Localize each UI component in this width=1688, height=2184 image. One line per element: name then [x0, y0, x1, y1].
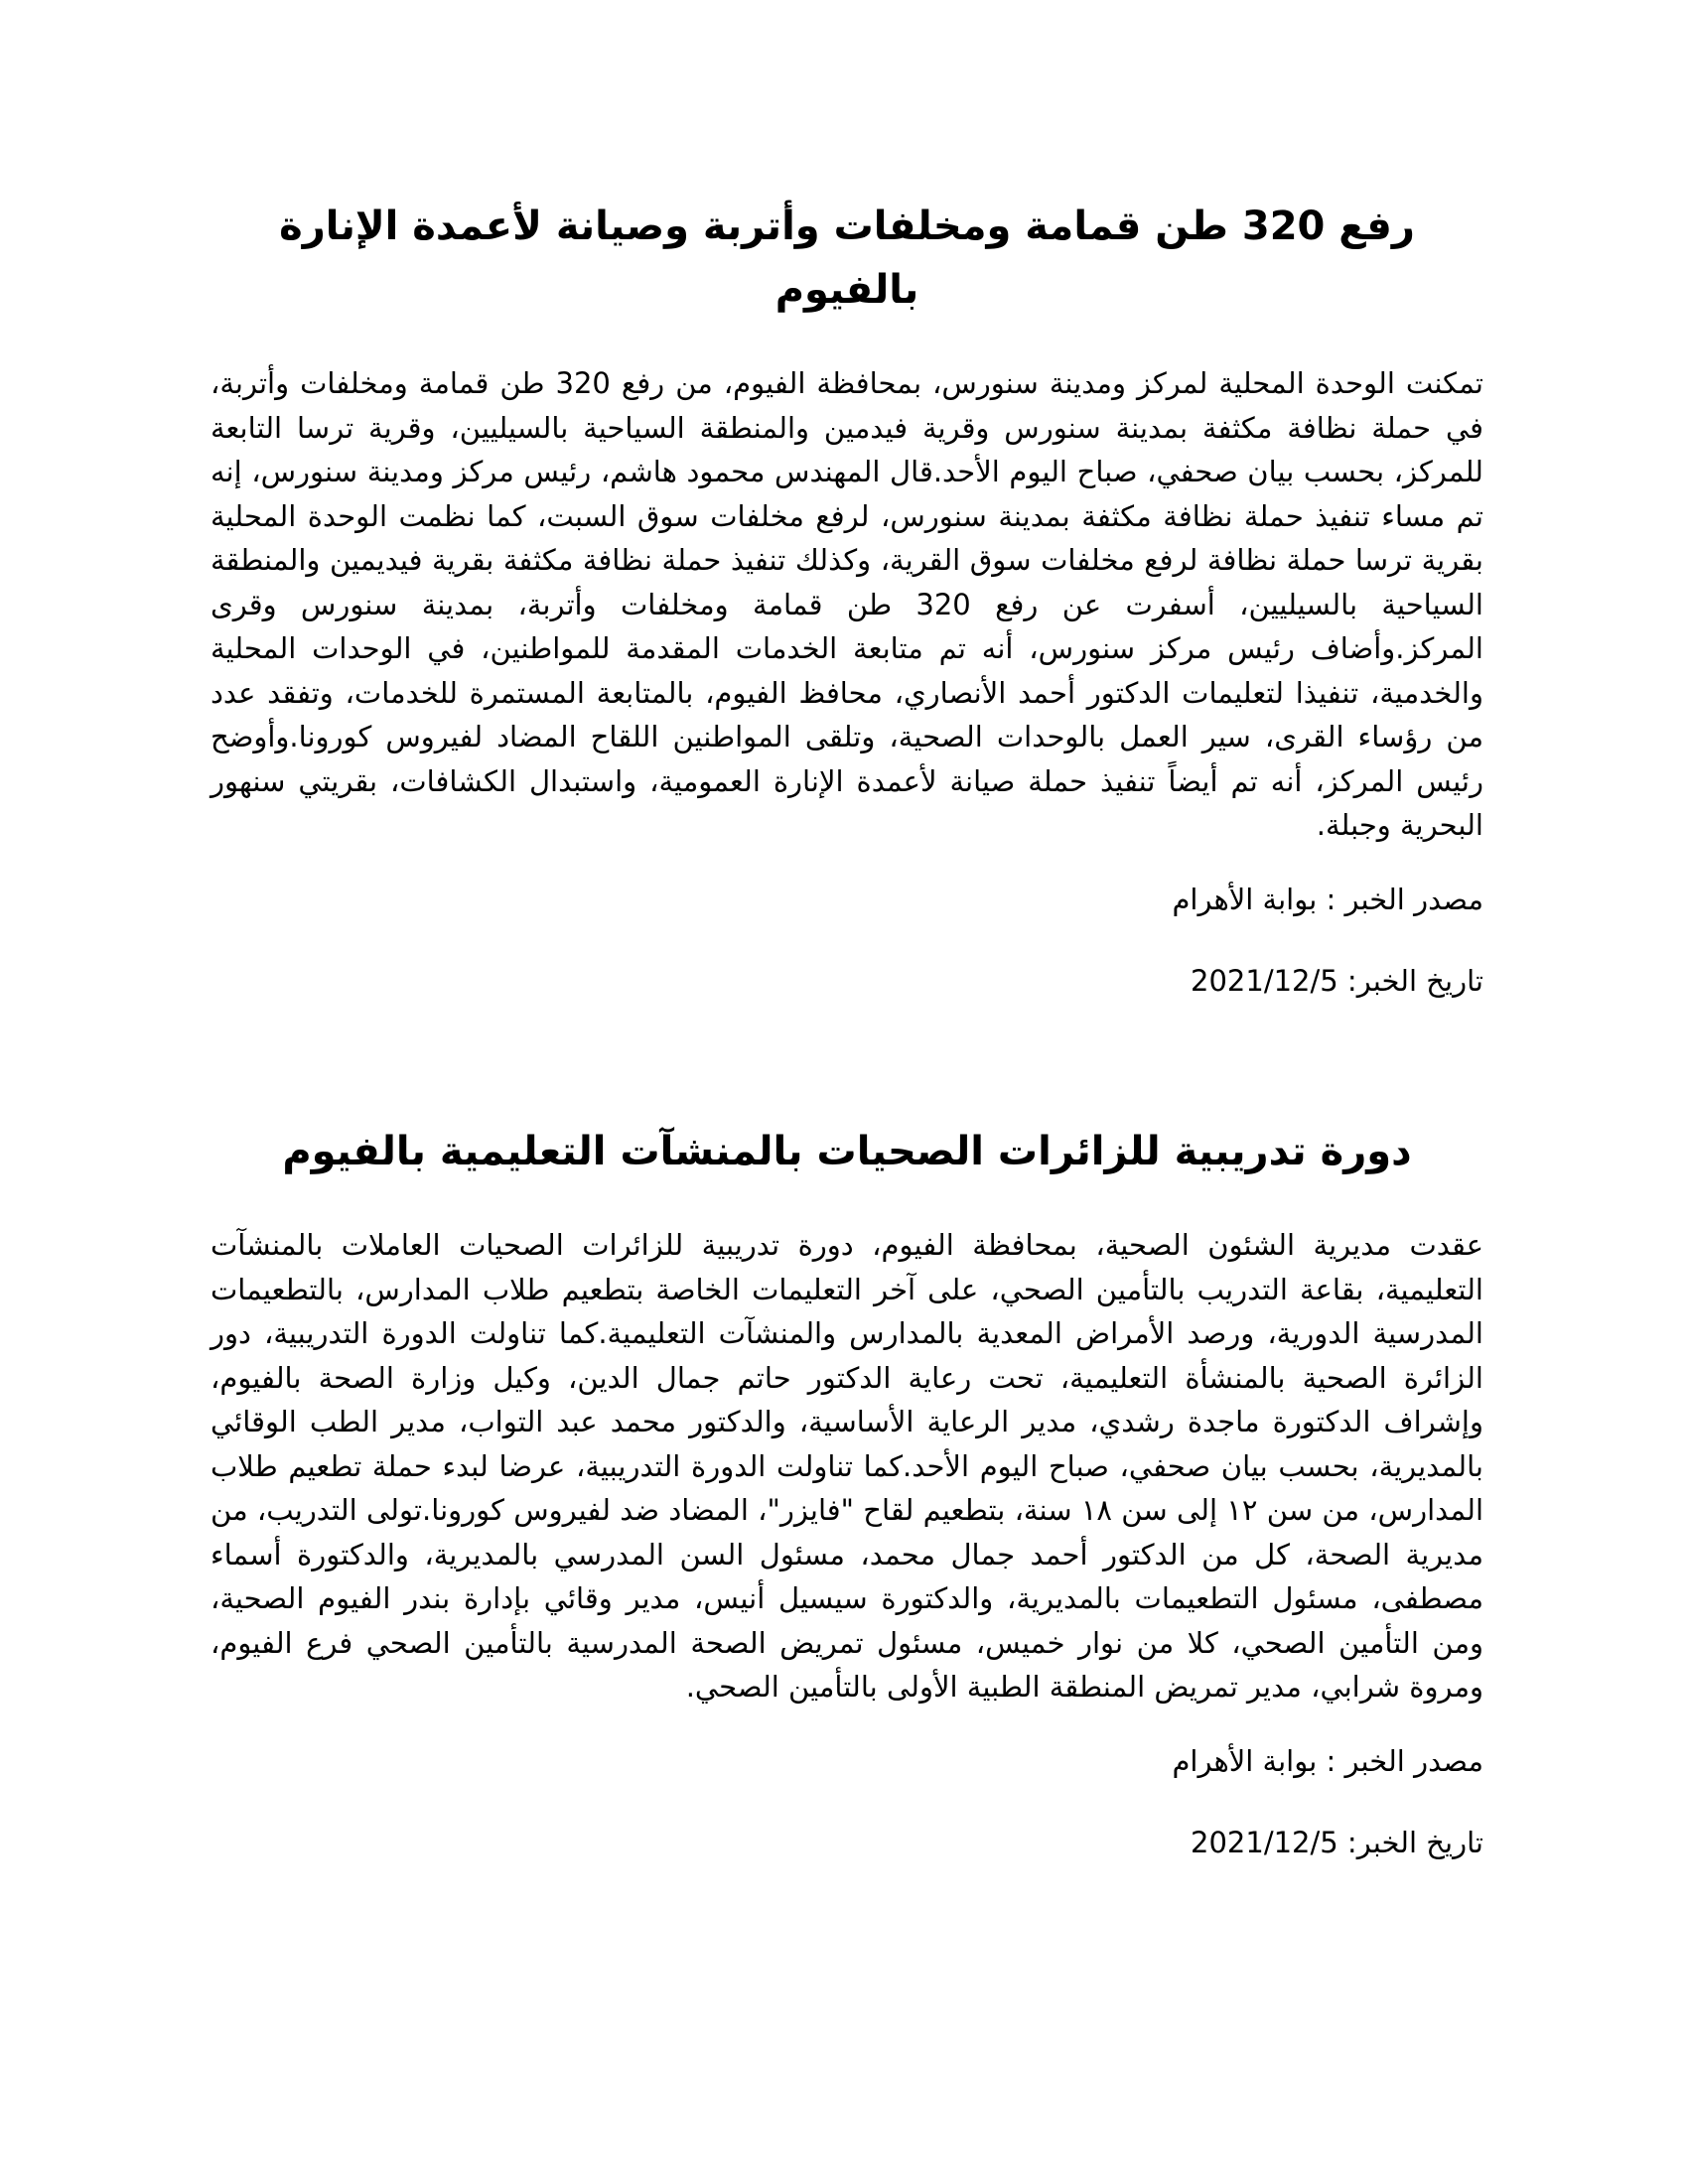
article-source: مصدر الخبر : بوابة الأهرام: [1172, 882, 1483, 916]
article-date: تاريخ الخبر: 2021/12/5: [1191, 1825, 1483, 1859]
article-body: تمكنت الوحدة المحلية لمركز ومدينة سنورس، بمحافظة الفيوم، من رفع 320 طن قمامة ومخلفات وأتربة، في حملة نظافة مكثفة بمدينة سنورس وقرية فيدمين والمنطقة السياحية بالسيليين، وقرية ترسا التابعة للمركز، بحسب بيان صحفي، صباح اليوم الأحد.قال المهندس محمود هاشم، رئيس مركز ومدينة سنورس، إنه تم مساء تنفيذ حملة نظافة مكثفة بمدينة سنورس، لرفع مخلفات سوق السبت، كما نظمت الوحدة المحلية بقرية ترسا حملة نظافة لرفع مخلفات سوق القرية، وكذلك تنفيذ حملة نظافة مكثفة بقرية فيديمين والمنطقة السياحية بالسيليين، أسفرت عن رفع 320 طن قمامة ومخلفات وأتربة، بمدينة سنورس وقرى المركز.وأضاف رئيس مركز سنورس، أنه تم متابعة الخدمات المقدمة للمواطنين، في الوحدات المحلية والخدمية، تنفيذا لتعليمات الدكتور أحمد الأنصاري، محافظ الفيوم، بالمتابعة المستمرة للخدمات، وتفقد عدد من رؤساء القرى، سير العمل بالوحدات الصحية، وتلقى المواطنين اللقاح المضاد لفيروس كورونا.وأوضح رئيس المركز، أنه تم أيضاً تنفيذ حملة صيانة لأعمدة الإنارة العمومية، واستبدال الكشافات، بقريتي سنهور البحرية وجبلة.: [211, 366, 1483, 842]
news-article-waste-removal: [211, 195, 1483, 1003]
article-headline: دورة تدريبية للزائرات الصحيات بالمنشآت التعليمية بالفيوم: [282, 1129, 1412, 1174]
article-headline: رفع 320 طن قمامة ومخلفات وأتربة وصيانة لأعمدة الإنارة بالفيوم: [279, 204, 1415, 313]
article-date: تاريخ الخبر: 2021/12/5: [1191, 963, 1483, 998]
article-body: عقدت مديرية الشئون الصحية، بمحافظة الفيوم، دورة تدريبية للزائرات الصحيات العاملات بالمنشآت التعليمية، بقاعة التدريب بالتأمين الصحي، على آخر التعليمات الخاصة بتطعيم طلاب المدارس، بالتطعيمات المدرسية الدورية، ورصد الأمراض المعدية بالمدارس والمنشآت التعليمية.كما تناولت الدورة التدريبية، دور الزائرة الصحية بالمنشأة التعليمية، تحت رعاية الدكتور حاتم جمال الدين، وكيل وزارة الصحة بالفيوم، وإشراف الدكتورة ماجدة رشدي، مدير الرعاية الأساسية، والدكتور محمد عبد التواب، مدير الطب الوقائي بالمديرية، بحسب بيان صحفي، صباح اليوم الأحد.كما تناولت الدورة التدريبية، عرضا لبدء حملة تطعيم طلاب المدارس، من سن ١٢ إلى سن ١٨ سنة، بتطعيم لقاح "فايزر"، المضاد ضد لفيروس كورونا.تولى التدريب، من مديرية الصحة، كل من الدكتور أحمد جمال محمد، مسئول السن المدرسي بالمديرية، والدكتورة أسماء مصطفى، مسئول التطعيمات بالمديرية، والدكتورة سيسيل أنيس، مدير وقائي بإدارة بندر الفيوم الصحية، ومن التأمين الصحي، كلا من نوار خميس، مسئول تمريض الصحة المدرسية بالتأمين الصحي فرع الفيوم، ومروة شرابي، مدير تمريض المنطقة الطبية الأولى بالتأمين الصحي.: [211, 1228, 1484, 1704]
article-source: مصدر الخبر : بوابة الأهرام: [1172, 1743, 1483, 1778]
news-article-health-training: [211, 1120, 1483, 1864]
